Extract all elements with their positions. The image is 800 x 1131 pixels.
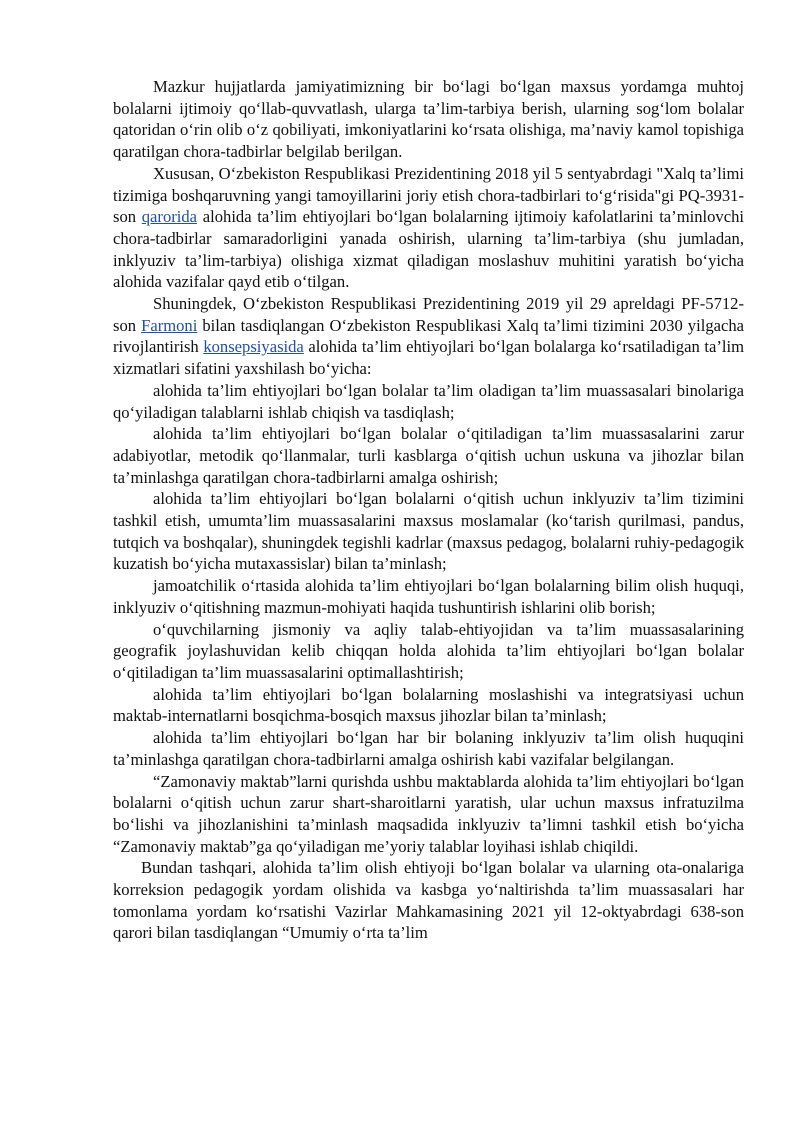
- qarorida-link[interactable]: qarorida: [141, 207, 198, 227]
- paragraph-intro: Mazkur hujjatlarda jamiyatimizning bir bo‘lagi bo‘lgan maxsus yordamga muhtoj bolalarni ijtimoiy qo‘llab-quvvatlash, ularga ta’lim-tarbiya berish, ularning sog‘lom bolalar qatoridan o‘rin olib o‘z qobiliyati, imkoniyatlarini ko‘rsata olishiga, ma’naviy kamol topishiga qaratilgan chora-tadbirlar belgilab berilgan.: [113, 77, 744, 162]
- paragraph-text: Shuningdek, O‘zbekiston Respublikasi Prezidentining 2019 yil 29 apreldagi PF-5712-son: [113, 294, 744, 335]
- konsepsiyasida-link[interactable]: konsepsiyasida: [203, 337, 304, 357]
- paragraph-text: bilan tasdiqlangan O‘zbekiston Respublikasi Xalq ta’limi tizimini 2030 yilgacha rivojlantirish: [113, 315, 745, 357]
- list-item-awareness: jamoatchilik o‘rtasida alohida ta’lim ehtiyojlari bo‘lgan bolalarning bilim olish huquqi, inklyuziv o‘qitishning mazmun-mohiyati haqida tushuntirish ishlarini olib borish;: [113, 576, 744, 617]
- paragraph-pq-3931: [113, 163, 744, 293]
- farmoni-link[interactable]: Farmoni: [141, 315, 198, 335]
- list-item-buildings: alohida ta’lim ehtiyojlari bo‘lgan bolalar ta’lim oladigan ta’lim muassasalari binolariga qo‘yiladigan talablarni ishlab chiqish va tasdiqlash;: [113, 380, 744, 422]
- list-item-boarding-schools: alohida ta’lim ehtiyojlari bo‘lgan bolalarning moslashishi va integratsiyasi uchun maktab-internatlarni bosqichma-bosqich maxsus jihozlar bilan ta’minlash;: [113, 684, 744, 726]
- paragraph-modern-school: “Zamonaviy maktab”larni qurishda ushbu maktablarda alohida ta’lim ehtiyojlari bo‘lgan bolalarni o‘qitish uchun zarur shart-sharoitlarni yaratish, ular uchun maxsus infratuzilma bo‘lishi va jihozlanishini ta’minlash maqsadida inklyuziv ta’limni tashkil etish bo‘yicha “Zamonaviy maktab”ga qo‘yiladigan me’yoriy talablar loyihasi ishlab chiqildi.: [113, 771, 744, 856]
- list-item-inclusive-system: alohida ta’lim ehtiyojlari bo‘lgan bolalarni o‘qitish uchun inklyuziv ta’lim tizimini tashkil etish, umumta’lim muassasalarini maxsus moslamalar (ko‘tarish qurilmasi, pandus, tutqich va boshqalar), shuningdek tegishli kadrlar (maxsus pedagog, bolalarni ruhiy-pedagogik kuzatish bo‘yicha mutaxassislar) bilan ta’minlash;: [113, 489, 744, 574]
- paragraph-text: alohida ta’lim ehtiyojlari bo‘lgan bolalarning ijtimoiy kafolatlarini ta’minlovchi chora-tadbirlar samaradorligini yanada oshirish, ularning ta’lim-tarbiya (shu jumladan, inklyuziv ta’lim-tarbiya) olishiga xizmat qiladigan moslashuv muhitini yaratish bo‘yicha alohida vazifalar qayd etib o‘tilgan.: [113, 207, 744, 292]
- paragraph-resolution-638: Bundan tashqari, alohida ta’lim olish ehtiyoji bo‘lgan bolalar va ularning ota-onalariga korreksion pedagogik yordam olishida va kasbga yo‘naltirishda ta’lim muassasalari har tomonlama yordam ko‘rsatishi Vazirlar Mahkamasining 2021 yil 12-oktyabrdagi 638-son qarori bilan tasdiqlangan “Umumiy o‘rta ta’lim: [113, 858, 744, 943]
- list-item-equipment: alohida ta’lim ehtiyojlari bo‘lgan bolalar o‘qitiladigan ta’lim muassasalarini zarur adabiyotlar, metodik qo‘llanmalar, turli kasblarga o‘qitish uchun uskuna va jihozlar bilan ta’minlashga qaratilgan chora-tadbirlarni amalga oshirish;: [113, 424, 744, 487]
- list-item-optimization: o‘quvchilarning jismoniy va aqliy talab-ehtiyojidan va ta’lim muassasalarining geografik joylashuvidan kelib chiqqan holda alohida ta’lim ehtiyojlari bo‘lgan bolalar o‘qitiladigan ta’lim muassasalarini optimallashtirish;: [113, 619, 744, 682]
- paragraph-text: Xususan, O‘zbekiston Respublikasi Prezidentining 2018 yil 5 sentyabrdagi "Xalq ta’limi tizimiga boshqaruvning yangi tamoyillarini joriy etish chora-tadbirlari to‘g‘risida"gi PQ-3931-son: [113, 163, 744, 227]
- paragraph-text: alohida ta’lim ehtiyojlari bo‘lgan bolalarga ko‘rsatiladigan ta’lim xizmatlari sifatini yaxshilash bo‘yicha:: [113, 337, 744, 379]
- paragraph-pf-5712: [113, 293, 744, 380]
- list-item-rights: alohida ta’lim ehtiyojlari bo‘lgan har bir bolaning inklyuziv ta’lim olish huquqini ta’minlashga qaratilgan chora-tadbirlarni amalga oshirish kabi vazifalar belgilangan.: [113, 728, 744, 769]
